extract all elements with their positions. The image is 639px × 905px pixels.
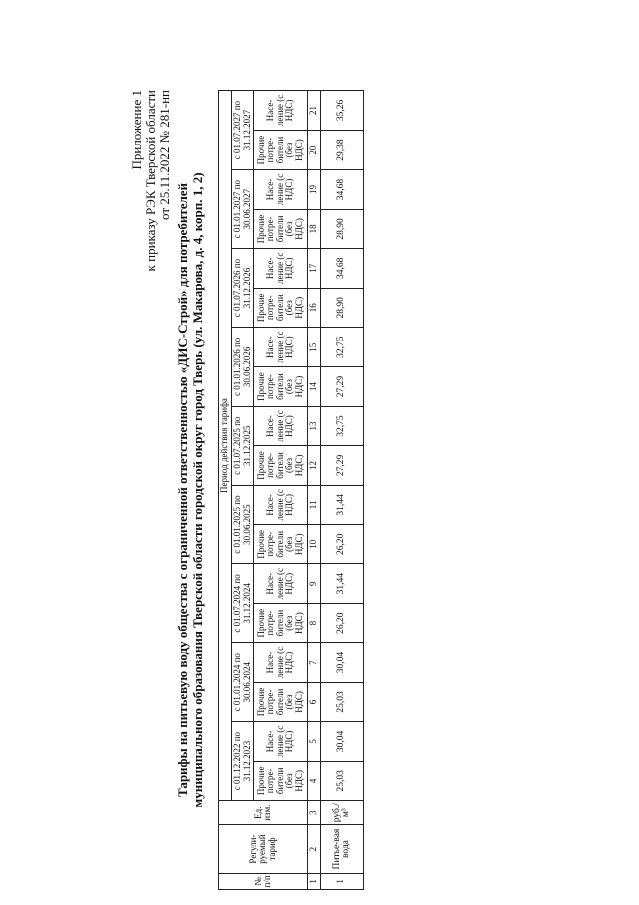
tariff-table — [218, 90, 364, 890]
value-cell: 34,68 — [321, 170, 364, 209]
column-number-cell: 19 — [308, 170, 321, 209]
consumer-population-cell: Насе-ление (с НДС) — [254, 170, 308, 209]
column-number-cell: 4 — [308, 761, 321, 800]
appendix-line-3: от 25.11.2022 № 281-нп — [157, 90, 172, 220]
column-number-cell: 20 — [308, 130, 321, 169]
period-cell: с 01.01.2024 по 30.06.2024 — [232, 643, 254, 722]
value-cell: 32,75 — [321, 406, 364, 445]
value-cell: 26,20 — [321, 525, 364, 564]
title-line-2: муниципального образования Тверской области городской округ город Тверь (ул. Макарова, д. 4, корп. 1, 2) — [190, 172, 205, 808]
table-row — [321, 91, 364, 890]
consumer-other-cell: Прочие потре-бители (без НДС) — [254, 367, 308, 406]
header-number: № п/п — [219, 873, 308, 889]
appendix-block — [130, 90, 172, 271]
period-row — [232, 91, 254, 890]
consumer-other-cell: Прочие потре-бители (без НДС) — [254, 761, 308, 800]
column-number-cell: 7 — [308, 643, 321, 682]
value-cell: 26,20 — [321, 603, 364, 642]
row-number: 1 — [321, 873, 364, 889]
value-cell: 31,44 — [321, 564, 364, 603]
appendix-line-1: Приложение 1 — [129, 90, 144, 170]
value-cell: 35,26 — [321, 91, 364, 131]
consumer-other-cell: Прочие потре-бители (без НДС) — [254, 603, 308, 642]
column-number-cell: 11 — [308, 485, 321, 524]
column-number-cell: 13 — [308, 406, 321, 445]
consumer-population-cell: Насе-ление (с НДС) — [254, 564, 308, 603]
period-cell: с 01.07.2024 по 31.12.2024 — [232, 564, 254, 643]
consumer-population-cell: Насе-ление (с НДС) — [254, 91, 308, 131]
consumer-other-cell: Прочие потре-бители (без НДС) — [254, 130, 308, 169]
row-tariff: Питье-вая вода — [321, 825, 364, 874]
appendix-line-2: к приказу РЭК Тверской области — [143, 90, 158, 272]
period-cell: с 01.07.2026 по 31.12.2026 — [232, 249, 254, 328]
column-number-cell: 21 — [308, 91, 321, 131]
value-cell: 28,90 — [321, 209, 364, 248]
value-cell: 27,29 — [321, 367, 364, 406]
period-cell: с 01.01.2027 по 30.06.2027 — [232, 170, 254, 249]
period-cell: с 01.07.2025 по 31.12.2025 — [232, 406, 254, 485]
consumer-other-cell: Прочие потре-бители (без НДС) — [254, 525, 308, 564]
value-cell: 32,75 — [321, 327, 364, 366]
rotated-sheet — [130, 90, 380, 890]
value-cell: 29,38 — [321, 130, 364, 169]
value-cell: 30,04 — [321, 643, 364, 682]
column-number-cell: 9 — [308, 564, 321, 603]
value-cell: 25,03 — [321, 682, 364, 721]
column-number-cell: 8 — [308, 603, 321, 642]
value-cell: 31,44 — [321, 485, 364, 524]
column-number-cell: 12 — [308, 446, 321, 485]
column-number-cell: 17 — [308, 249, 321, 288]
column-number-cell: 5 — [308, 722, 321, 761]
column-number-cell: 3 — [308, 801, 321, 825]
consumer-population-cell: Насе-ление (с НДС) — [254, 722, 308, 761]
column-number-cell: 1 — [308, 873, 321, 889]
column-number-cell: 15 — [308, 327, 321, 366]
consumer-other-cell: Прочие потре-бители (без НДС) — [254, 682, 308, 721]
column-number-cell: 6 — [308, 682, 321, 721]
header-tariff: Регули-руемый тариф — [219, 825, 308, 874]
consumer-other-cell: Прочие потре-бители (без НДС) — [254, 209, 308, 248]
column-number-cell: 14 — [308, 367, 321, 406]
column-number-cell: 2 — [308, 825, 321, 874]
header-period: Период действия тарифа — [219, 91, 232, 801]
consumer-row — [254, 91, 308, 890]
column-number-cell: 18 — [308, 209, 321, 248]
value-cell: 34,68 — [321, 249, 364, 288]
consumer-other-cell: Прочие потре-бители (без НДС) — [254, 446, 308, 485]
document-title — [175, 90, 205, 890]
consumer-population-cell: Насе-ление (с НДС) — [254, 327, 308, 366]
header-unit: Ед. изм. — [219, 801, 308, 825]
value-cell: 30,04 — [321, 722, 364, 761]
column-number-cell: 16 — [308, 288, 321, 327]
column-number-cell: 10 — [308, 525, 321, 564]
period-cell: с 01.01.2025 по 30.06.2025 — [232, 485, 254, 564]
value-cell: 28,90 — [321, 288, 364, 327]
consumer-population-cell: Насе-ление (с НДС) — [254, 406, 308, 445]
period-cell: с 01.07.2027 по 31.12.2027 — [232, 91, 254, 170]
title-line-1: Тарифы на питьевую воду общества с ограниченной ответственностью «ДИС-Строй» для потребителей — [175, 182, 190, 798]
consumer-population-cell: Насе-ление (с НДС) — [254, 249, 308, 288]
column-number-row — [308, 91, 321, 890]
value-cell: 25,03 — [321, 761, 364, 800]
consumer-other-cell: Прочие потре-бители (без НДС) — [254, 288, 308, 327]
consumer-population-cell: Насе-ление (с НДС) — [254, 643, 308, 682]
consumer-population-cell: Насе-ление (с НДС) — [254, 485, 308, 524]
period-cell: с 01.01.2026 по 30.06.2026 — [232, 327, 254, 406]
period-cell: с 01.12.2022 по 31.12.2023 — [232, 722, 254, 801]
value-cell: 27,29 — [321, 446, 364, 485]
row-unit: руб./м³ — [321, 801, 364, 825]
